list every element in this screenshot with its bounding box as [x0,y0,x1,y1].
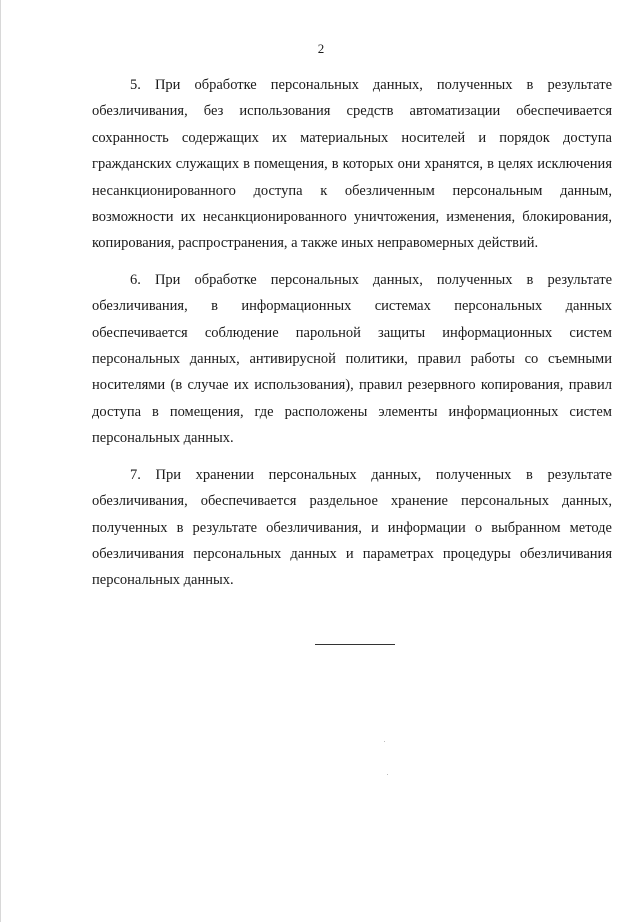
paragraph-7: 7. При хранении персональных данных, полученных в результате обезличивания, обеспечивается раздельное хранение персональных данных, полученных в результате обезличивания, и информации о выбранном методе обезличивания персональных данных и параметрах процедуры обезличивания персональных данных. [92,466,612,589]
paragraph-5: 5. При обработке персональных данных, полученных в результате обезличивания, без использования средств автоматизации обеспечивается сохранность содержащих их материальных носителей и порядок доступа гражданских служащих в помещения, в которых они хранятся, в целях исключения несанкционированного доступа к обезличенным персональным данным, возможности их несанкционированного уничтожения, изменения, блокирования, копирования, распространения, а также иных неправомерных действий. [92,77,612,252]
end-separator-line [315,644,395,645]
document-body [92,72,612,604]
scan-speck [387,774,388,775]
page-number: 2 [317,41,325,56]
scan-speck [384,741,385,742]
paragraph-6: 6. При обработке персональных данных, полученных в результате обезличивания, в информационных системах персональных данных обеспечивается соблюдение парольной защиты информационных систем персональных данных, антивирусной политики, правил работы со съемными носителями (в случае их использования), правил резервного копирования, правил доступа в помещения, где расположены элементы информационных систем персональных данных. [92,271,612,447]
